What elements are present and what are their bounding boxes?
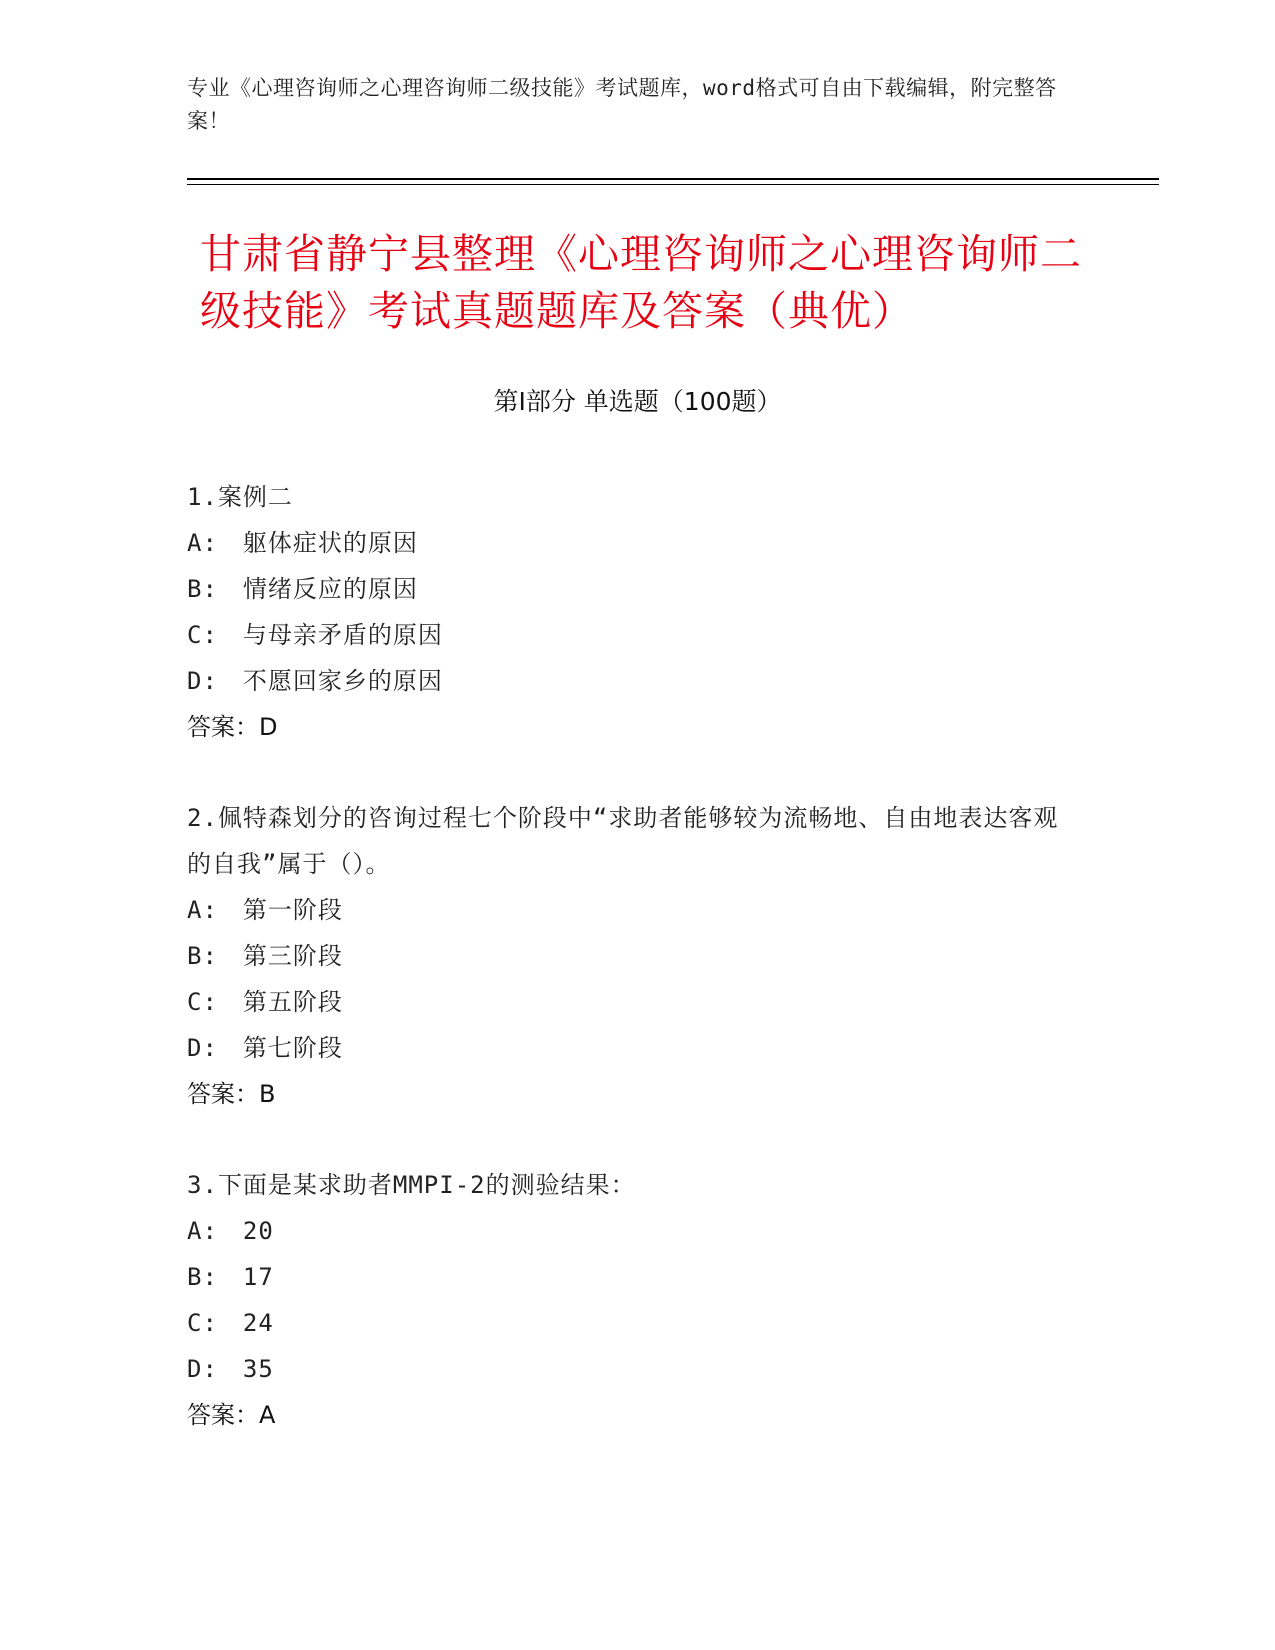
question-stem: 3.下面是某求助者MMPI-2的测验结果： (187, 1171, 636, 1199)
question-answer: 答案：B (187, 1080, 276, 1108)
option-b: B: 第三阶段 (187, 942, 343, 970)
question-stem: 1.案例二 (187, 483, 293, 511)
question-stem: 2.佩特森划分的咨询过程七个阶段中“求助者能够较为流畅地、自由地表达客观的自我”属于（）。 (187, 804, 1059, 878)
header-divider-thin (187, 184, 1159, 185)
option-a: A: 躯体症状的原因 (187, 529, 418, 557)
option-d: D: 35 (187, 1355, 274, 1383)
question-1 (187, 474, 1067, 750)
section-title: 第Ⅰ部分 单选题（100题） (493, 387, 782, 416)
question-3 (187, 1162, 1067, 1438)
option-d: D: 第七阶段 (187, 1034, 343, 1062)
option-b: B: 17 (187, 1263, 274, 1291)
document-title: 甘肃省静宁县整理《心理咨询师之心理咨询师二级技能》考试真题题库及答案（典优） (200, 230, 1082, 335)
question-answer: 答案：A (187, 1401, 276, 1429)
option-c: C: 第五阶段 (187, 988, 343, 1016)
option-c: C: 与母亲矛盾的原因 (187, 621, 443, 649)
question-answer: 答案：D (187, 713, 278, 741)
option-b: B: 情绪反应的原因 (187, 575, 418, 603)
header-note: 专业《心理咨询师之心理咨询师二级技能》考试题库，word格式可自由下载编辑，附完整答案！ (187, 76, 1057, 133)
question-list (187, 474, 1067, 1483)
header-divider-thick (187, 178, 1159, 180)
option-d: D: 不愿回家乡的原因 (187, 667, 443, 695)
option-a: A: 第一阶段 (187, 896, 343, 924)
option-a: A: 20 (187, 1217, 274, 1245)
option-c: C: 24 (187, 1309, 274, 1337)
question-2 (187, 795, 1067, 1117)
